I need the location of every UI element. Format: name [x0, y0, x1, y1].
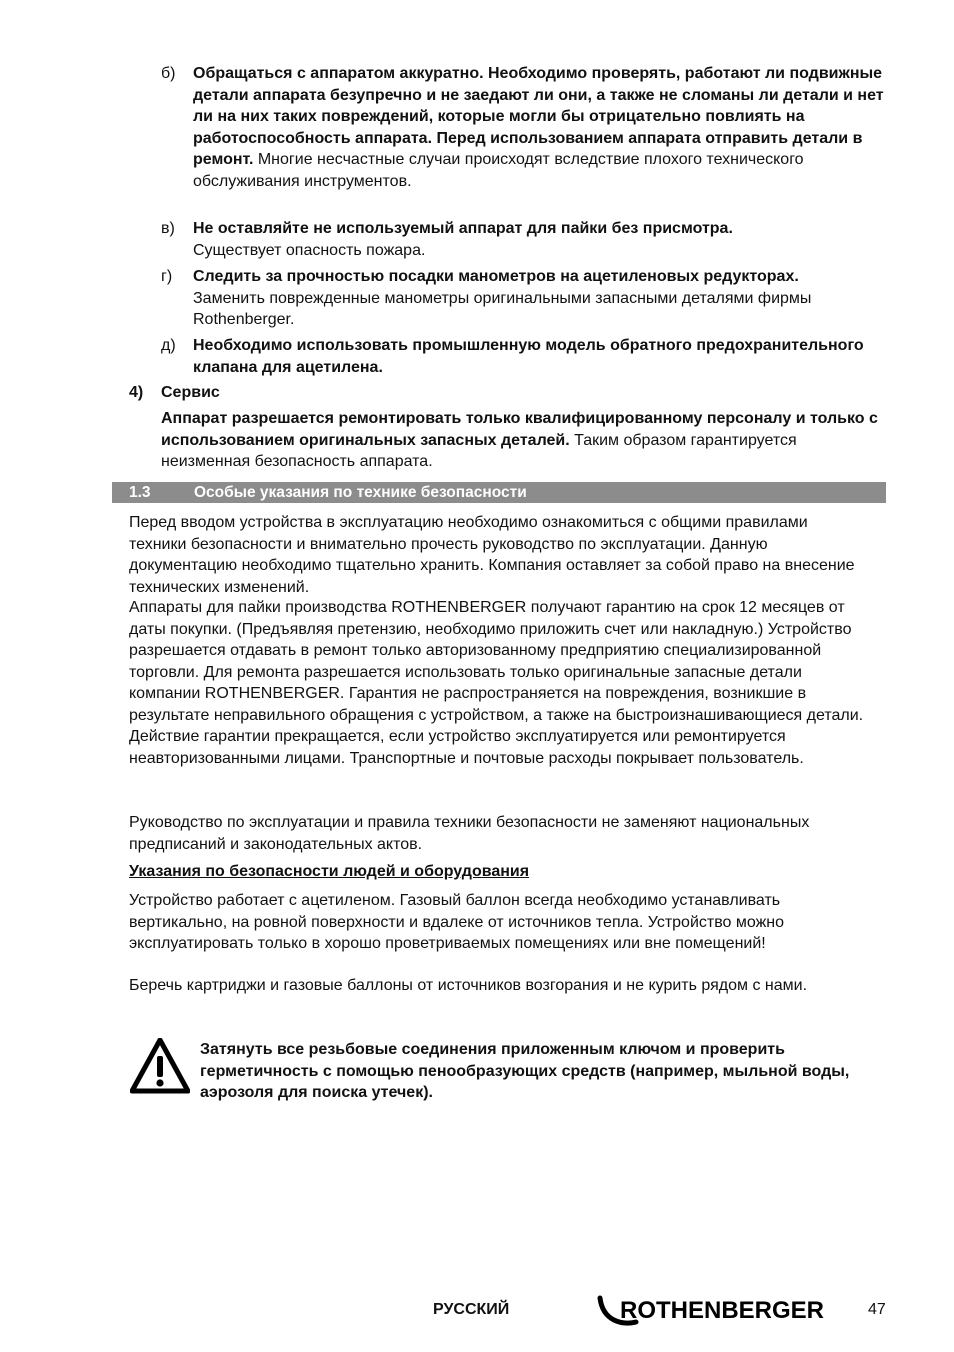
list-item-bold-text: Не оставляйте не используемый аппарат для пайки без присмотра.	[193, 220, 733, 237]
list-item-text	[193, 266, 893, 331]
list-item-bold-text: Обращаться с аппаратом аккуратно. Необходимо проверять, работают ли подвижные детали аппарата безупречно и не заедают ли они, а также не сломаны ли детали и нет ли на них таких повреждений, которые могли бы отрицательно повлиять на работоспособность аппарата. Перед использованием аппарата отправить детали в ремонт.	[193, 65, 884, 168]
section-heading-bar	[112, 482, 886, 503]
page-number: 47	[868, 1301, 886, 1318]
paragraph-intro: Перед вводом устройства в эксплуатацию необходимо ознакомиться с общими правилами техники безопасности и внимательно прочесть руководство по эксплуатации. Данную документацию необходимо тщательно хранить. Компания оставляет за собой право на внесение технических изменений.	[129, 514, 855, 596]
rothenberger-logo	[596, 1292, 836, 1332]
service-text	[161, 408, 889, 473]
list-item-normal-text: Многие несчастные случаи происходят вследствие плохого технического обслуживания инструментов.	[193, 151, 804, 190]
service-title: Сервис	[161, 384, 220, 401]
list-item-label: д)	[161, 337, 176, 354]
paragraph-regulations: Руководство по эксплуатации и правила техники безопасности не заменяют национальных предписаний и законодательных актов.	[129, 814, 810, 853]
list-item-text	[193, 335, 893, 378]
warning-text: Затянуть все резьбовые соединения приложенным ключом и проверить герметичность с помощью пенообразующих средств (например, мыльной воды, аэрозоля для поиска утечек).	[200, 1041, 850, 1101]
list-item-label: б)	[161, 65, 176, 82]
safety-paragraph-2: Беречь картриджи и газовые баллоны от источников возгорания и не курить рядом с нами.	[129, 977, 808, 994]
service-number: 4)	[129, 384, 144, 401]
list-item-text	[193, 63, 893, 192]
paragraph-warranty: Аппараты для пайки производства ROTHENBERGER получают гарантию на срок 12 месяцев от даты покупки. (Предъявляя претензию, необходимо приложить счет или накладную.) Устройство разрешается отдавать в ремонт только авторизованному предприятию специализированной торговли. Для ремонта разрешается использовать только оригинальные запасные детали компании ROTHENBERGER. Гарантия не распространяется на повреждения, возникшие в результате неправильного обращения с устройством, а также на быстроизнашивающиеся детали. Действие гарантии прекращается, если устройство эксплуатируется или ремонтируется неавторизованными лицами. Транспортные и почтовые расходы покрывает пользователь.	[129, 599, 864, 767]
safety-heading: Указания по безопасности людей и оборудования	[129, 863, 530, 880]
list-item-text	[193, 218, 893, 261]
warning-triangle-icon	[130, 1038, 190, 1094]
list-item-label: г)	[161, 268, 173, 285]
list-item-bold-text: Следить за прочностью посадки манометров на ацетиленовых редукторах.	[193, 268, 799, 285]
footer-language: РУССКИЙ	[433, 1301, 510, 1318]
list-item-normal-text: Заменить поврежденные манометры оригинальными запасными деталями фирмы Rothenberger.	[193, 289, 812, 328]
section-number: 1.3	[129, 484, 151, 501]
service-bold-text: Аппарат разрешается ремонтировать только квалифицированному персоналу и только с использованием оригинальных запасных деталей.	[161, 410, 878, 449]
list-item-bold-text: Необходимо использовать промышленную модель обратного предохранительного клапана для ацетилена.	[193, 337, 864, 376]
service-normal-text: Таким образом гарантируется неизменная безопасность аппарата.	[161, 431, 797, 470]
logo-text: ROTHENBERGER	[620, 1297, 825, 1324]
list-item-normal-text: Существует опасность пожара.	[193, 241, 426, 259]
list-item-label: в)	[161, 220, 175, 237]
section-title: Особые указания по технике безопасности	[194, 484, 527, 501]
safety-paragraph-1: Устройство работает с ацетиленом. Газовый баллон всегда необходимо устанавливать вертикально, на ровной поверхности и вдалеке от источников тепла. Устройство можно эксплуатировать только в хорошо проветриваемых помещениях или вне помещений!	[129, 892, 785, 952]
